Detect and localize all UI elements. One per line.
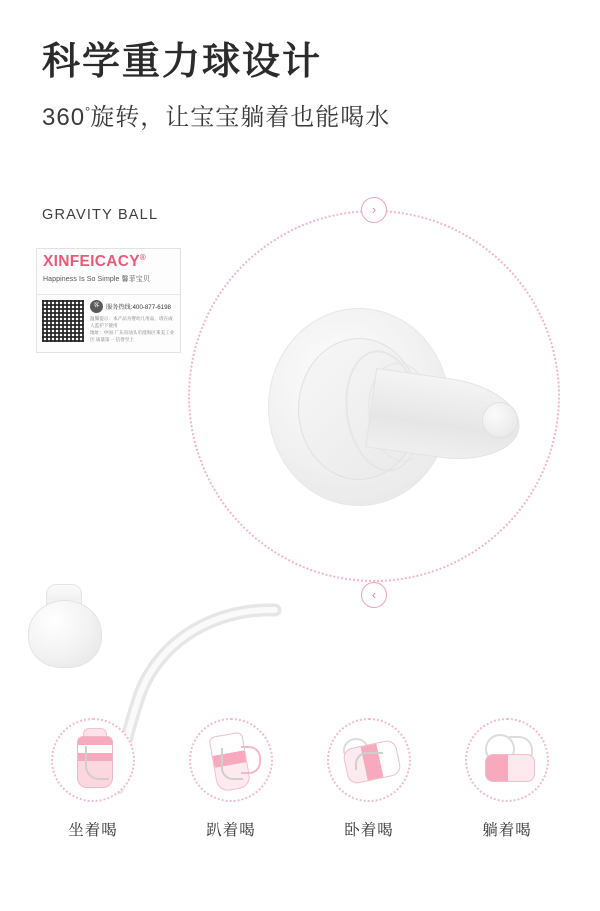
nipple-teat-tip	[482, 402, 518, 438]
usage-mode-caption: 卧着喝	[344, 822, 394, 839]
brand-tagline: Happiness Is So Simple 馨菲宝贝	[43, 275, 150, 283]
usage-mode-item	[172, 718, 290, 840]
bottle-lying-icon	[465, 718, 549, 802]
usage-mode-caption: 躺着喝	[482, 822, 532, 839]
bottle-straw-shape	[221, 748, 243, 780]
bottle-body-shape	[485, 754, 535, 782]
bottle-leaning-icon	[189, 718, 273, 802]
silicone-nipple-image	[250, 290, 530, 550]
subtitle-text: 旋转，让宝宝躺着也能喝水	[90, 103, 391, 131]
usage-mode-item	[34, 718, 152, 840]
bottle-handle-shape	[241, 746, 261, 774]
section-label: GRAVITY BALL	[42, 207, 159, 223]
hotline-text: 服务热线:400-877-6198	[106, 304, 172, 311]
subtitle-number: 360	[42, 103, 86, 131]
usage-mode-item	[448, 718, 566, 840]
bottle-side-icon	[327, 718, 411, 802]
fine-print-line-1: 温馨提示：本产品为婴幼儿用品，请在成人监护下使用	[90, 316, 173, 328]
usage-mode-item	[310, 718, 428, 840]
bottle-sitting-icon	[51, 718, 135, 802]
rotation-arrow-top-icon: ›	[361, 197, 387, 223]
page-header	[0, 0, 600, 133]
usage-mode-caption: 趴着喝	[206, 822, 256, 839]
service-badge-icon: 客	[90, 300, 103, 313]
fine-print-line-2: 地址：中国·广东省汕头市澄海区莱美工业区 质量第一 信誉至上	[90, 329, 175, 342]
rotation-arrow-bottom-icon: ‹	[361, 582, 387, 608]
degree-symbol: °	[85, 103, 91, 119]
page-subtitle	[42, 104, 600, 133]
bottle-straw-shape	[85, 746, 109, 780]
brand-logo-text: XINFEICACY	[43, 253, 140, 271]
bottle-straw-shape	[355, 752, 383, 770]
usage-modes-row	[0, 718, 600, 840]
gravity-ball	[28, 600, 102, 668]
product-illustration	[0, 180, 600, 720]
registered-mark-icon: ®	[139, 253, 147, 262]
usage-mode-caption: 坐着喝	[68, 822, 118, 839]
page-title: 科学重力球设计	[42, 41, 323, 83]
